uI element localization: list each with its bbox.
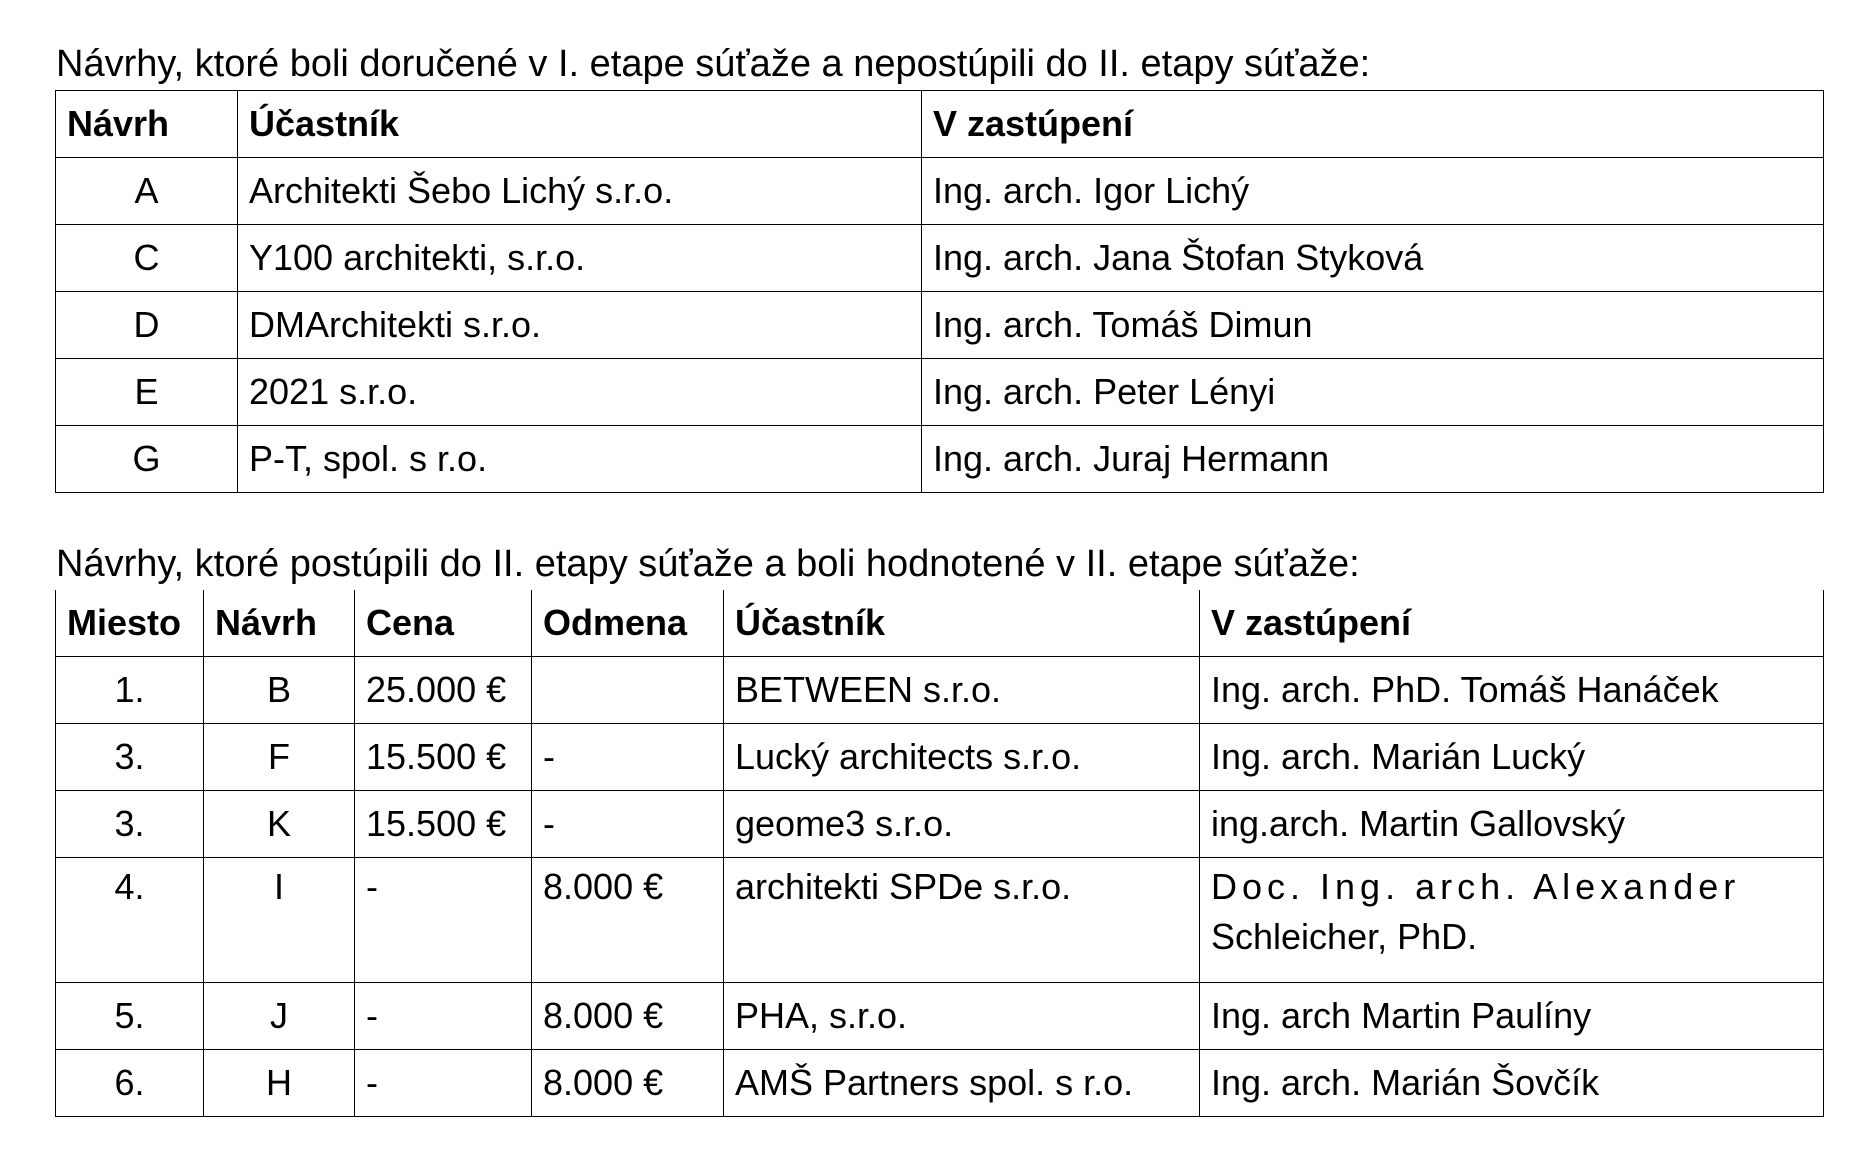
cell-ucastnik: geome3 s.r.o. <box>724 791 1200 858</box>
cell-zastupenie: Ing. arch. Tomáš Dimun <box>922 292 1824 359</box>
cell-zastupenie-line-1: Doc. Ing. arch. Alexander <box>1211 866 1741 907</box>
cell-ucastnik: AMŠ Partners spol. s r.o. <box>724 1050 1200 1117</box>
cell-miesto: 5. <box>56 983 204 1050</box>
table-row <box>56 158 1824 225</box>
cell-odmena: 8.000 € <box>532 1050 724 1117</box>
table-row <box>56 657 1824 724</box>
cell-ucastnik: Lucký architects s.r.o. <box>724 724 1200 791</box>
cell-zastupenie: Ing. arch. PhD. Tomáš Hanáček <box>1200 657 1824 724</box>
table-row <box>56 724 1824 791</box>
cell-miesto: 3. <box>56 724 204 791</box>
cell-navrh: H <box>204 1050 355 1117</box>
cell-cena: - <box>355 1050 532 1117</box>
header-cena: Cena <box>355 590 532 657</box>
header-zastupenie: V zastúpení <box>922 91 1824 158</box>
cell-zastupenie: Ing. arch. Peter Lényi <box>922 359 1824 426</box>
cell-ucastnik: 2021 s.r.o. <box>238 359 922 426</box>
cell-cena: - <box>355 983 532 1050</box>
cell-zastupenie: Ing. arch. Igor Lichý <box>922 158 1824 225</box>
cell-odmena <box>532 657 724 724</box>
cell-miesto: 6. <box>56 1050 204 1117</box>
cell-ucastnik: BETWEEN s.r.o. <box>724 657 1200 724</box>
cell-zastupenie: Ing. arch. Marián Šovčík <box>1200 1050 1824 1117</box>
table-row <box>56 292 1824 359</box>
cell-navrh: K <box>204 791 355 858</box>
cell-zastupenie: Ing. arch. Marián Lucký <box>1200 724 1824 791</box>
cell-cena: 15.500 € <box>355 724 532 791</box>
cell-navrh: B <box>204 657 355 724</box>
header-miesto: Miesto <box>56 590 204 657</box>
cell-zastupenie: Ing. arch. Juraj Hermann <box>922 426 1824 493</box>
cell-ucastnik: PHA, s.r.o. <box>724 983 1200 1050</box>
cell-zastupenie: Ing. arch Martin Paulíny <box>1200 983 1824 1050</box>
cell-miesto: 3. <box>56 791 204 858</box>
cell-zastupenie: Ing. arch. Jana Štofan Styková <box>922 225 1824 292</box>
table-row <box>56 791 1824 858</box>
cell-navrh: A <box>56 158 238 225</box>
table-row <box>56 1050 1824 1117</box>
header-ucastnik: Účastník <box>724 590 1200 657</box>
section-2-heading: Návrhy, ktoré postúpili do II. etapy súťaže a boli hodnotené v II. etape súťaže: <box>56 543 1360 585</box>
table-row <box>56 858 1824 983</box>
cell-ucastnik: P-T, spol. s r.o. <box>238 426 922 493</box>
cell-odmena: - <box>532 791 724 858</box>
cell-navrh: E <box>56 359 238 426</box>
cell-navrh: F <box>204 724 355 791</box>
table-header-row <box>56 91 1824 158</box>
cell-navrh: G <box>56 426 238 493</box>
cell-cena: 15.500 € <box>355 791 532 858</box>
cell-ucastnik: architekti SPDe s.r.o. <box>724 858 1200 983</box>
table-row <box>56 225 1824 292</box>
table-not-advanced <box>55 90 1824 493</box>
table-row <box>56 359 1824 426</box>
cell-zastupenie: ing.arch. Martin Gallovský <box>1200 791 1824 858</box>
cell-zastupenie-line-2: Schleicher, PhD. <box>1211 916 1478 957</box>
cell-navrh: C <box>56 225 238 292</box>
header-odmena: Odmena <box>532 590 724 657</box>
cell-odmena: - <box>532 724 724 791</box>
cell-zastupenie <box>1200 858 1824 983</box>
table-advanced <box>55 590 1824 1117</box>
cell-odmena: 8.000 € <box>532 983 724 1050</box>
table-row <box>56 426 1824 493</box>
header-navrh: Návrh <box>56 91 238 158</box>
cell-ucastnik: DMArchitekti s.r.o. <box>238 292 922 359</box>
cell-ucastnik: Architekti Šebo Lichý s.r.o. <box>238 158 922 225</box>
table-header-row <box>56 590 1824 657</box>
cell-cena: - <box>355 858 532 983</box>
cell-ucastnik: Y100 architekti, s.r.o. <box>238 225 922 292</box>
header-ucastnik: Účastník <box>238 91 922 158</box>
section-1-heading: Návrhy, ktoré boli doručené v I. etape súťaže a nepostúpili do II. etapy súťaže: <box>56 43 1371 85</box>
cell-cena: 25.000 € <box>355 657 532 724</box>
header-navrh: Návrh <box>204 590 355 657</box>
header-zastupenie: V zastúpení <box>1200 590 1824 657</box>
cell-navrh: J <box>204 983 355 1050</box>
cell-miesto: 1. <box>56 657 204 724</box>
cell-navrh: I <box>204 858 355 983</box>
table-row <box>56 983 1824 1050</box>
cell-odmena: 8.000 € <box>532 858 724 983</box>
cell-miesto: 4. <box>56 858 204 983</box>
cell-navrh: D <box>56 292 238 359</box>
